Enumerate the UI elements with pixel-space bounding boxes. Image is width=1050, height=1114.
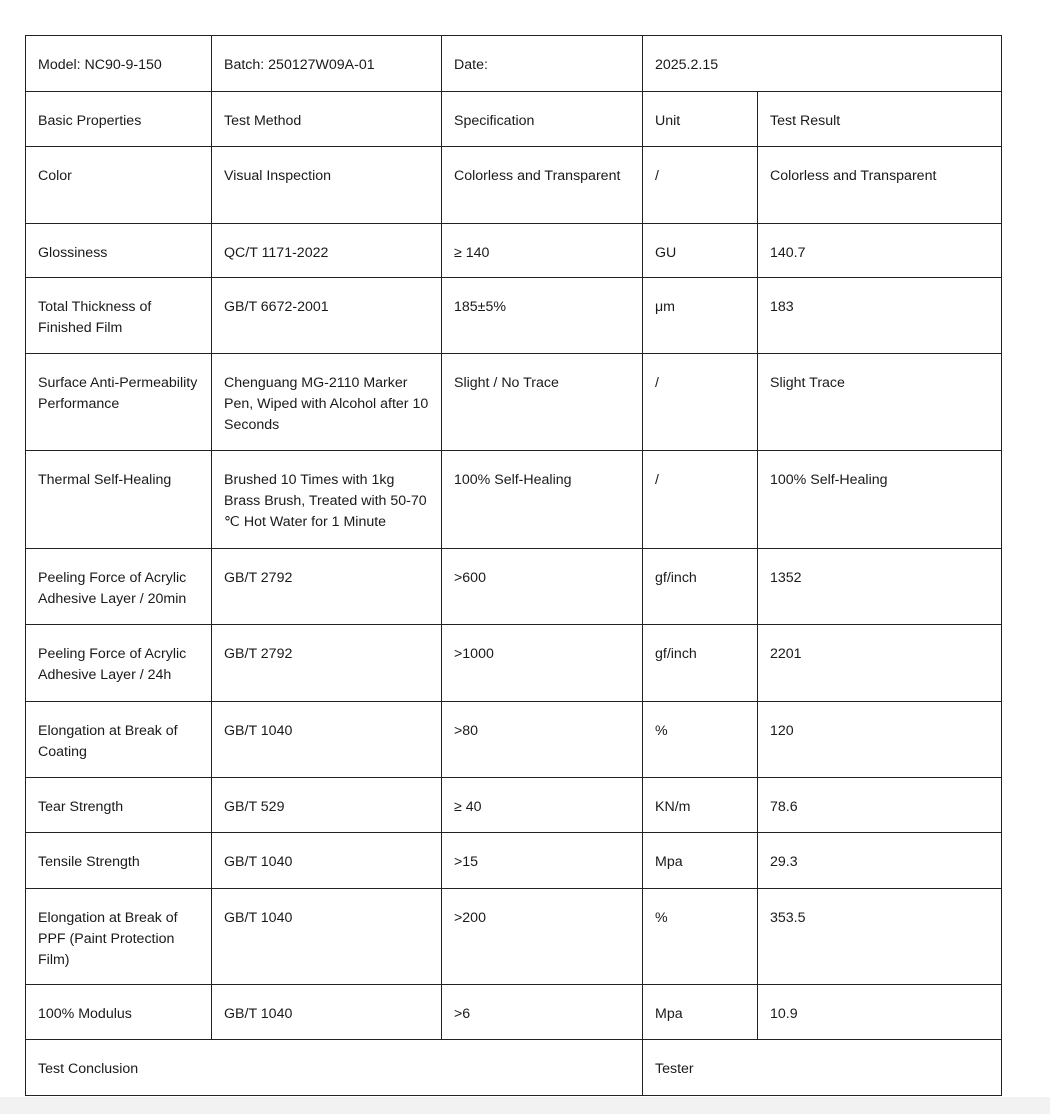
column-header-property: Basic Properties (26, 92, 212, 147)
test-report-sheet (25, 35, 1001, 1096)
method-cell: GB/T 1040 (212, 833, 442, 889)
specification-cell: >6 (442, 985, 643, 1040)
unit-cell: / (643, 147, 758, 224)
result-cell: 183 (758, 278, 1002, 354)
tester-cell: Tester (643, 1040, 1002, 1096)
specification-cell: 185±5% (442, 278, 643, 354)
specification-cell: >1000 (442, 625, 643, 702)
method-cell: QC/T 1171-2022 (212, 224, 442, 278)
result-cell: 10.9 (758, 985, 1002, 1040)
table-row (26, 224, 1002, 278)
method-cell: Chenguang MG-2110 Marker Pen, Wiped with Alcohol after 10 Seconds (212, 354, 442, 451)
property-cell: Total Thickness of Finished Film (26, 278, 212, 354)
unit-cell: GU (643, 224, 758, 278)
result-cell: 120 (758, 702, 1002, 778)
page-bottom-shade (0, 1097, 1050, 1114)
header-row (26, 36, 1002, 92)
method-cell: GB/T 6672-2001 (212, 278, 442, 354)
specification-cell: >600 (442, 549, 643, 625)
unit-cell: % (643, 702, 758, 778)
table-row (26, 985, 1002, 1040)
method-cell: GB/T 2792 (212, 549, 442, 625)
batch-cell: Batch: 250127W09A-01 (212, 36, 442, 92)
table-row (26, 625, 1002, 702)
report-body (26, 36, 1002, 1096)
specification-cell: >80 (442, 702, 643, 778)
specification-cell: >200 (442, 889, 643, 985)
property-cell: Glossiness (26, 224, 212, 278)
unit-cell: % (643, 889, 758, 985)
property-cell: 100% Modulus (26, 985, 212, 1040)
property-cell: Color (26, 147, 212, 224)
method-cell: Brushed 10 Times with 1kg Brass Brush, Treated with 50-70 ℃ Hot Water for 1 Minute (212, 451, 442, 549)
column-header-unit: Unit (643, 92, 758, 147)
property-cell: Thermal Self-Healing (26, 451, 212, 549)
result-cell: 1352 (758, 549, 1002, 625)
table-row (26, 702, 1002, 778)
property-cell: Tear Strength (26, 778, 212, 833)
method-cell: GB/T 2792 (212, 625, 442, 702)
property-cell: Peeling Force of Acrylic Adhesive Layer / 20min (26, 549, 212, 625)
specification-cell: ≥ 140 (442, 224, 643, 278)
result-cell: 78.6 (758, 778, 1002, 833)
unit-cell: Mpa (643, 985, 758, 1040)
result-cell: 140.7 (758, 224, 1002, 278)
specification-cell: ≥ 40 (442, 778, 643, 833)
specification-cell: >15 (442, 833, 643, 889)
table-row (26, 833, 1002, 889)
specification-cell: 100% Self-Healing (442, 451, 643, 549)
specification-cell: Slight / No Trace (442, 354, 643, 451)
property-cell: Elongation at Break of Coating (26, 702, 212, 778)
unit-cell: gf/inch (643, 625, 758, 702)
column-header-result: Test Result (758, 92, 1002, 147)
unit-cell: Mpa (643, 833, 758, 889)
property-cell: Elongation at Break of PPF (Paint Protection Film) (26, 889, 212, 985)
table-row (26, 354, 1002, 451)
test-conclusion-cell: Test Conclusion (26, 1040, 643, 1096)
date-label-cell: Date: (442, 36, 643, 92)
specification-cell: Colorless and Transparent (442, 147, 643, 224)
model-cell: Model: NC90-9-150 (26, 36, 212, 92)
method-cell: GB/T 1040 (212, 985, 442, 1040)
table-row (26, 778, 1002, 833)
date-value-cell: 2025.2.15 (643, 36, 1002, 92)
result-cell: 100% Self-Healing (758, 451, 1002, 549)
property-cell: Surface Anti-Permeability Performance (26, 354, 212, 451)
method-cell: GB/T 1040 (212, 889, 442, 985)
column-header-specification: Specification (442, 92, 643, 147)
result-cell: 2201 (758, 625, 1002, 702)
table-row (26, 278, 1002, 354)
unit-cell: gf/inch (643, 549, 758, 625)
property-cell: Peeling Force of Acrylic Adhesive Layer / 24h (26, 625, 212, 702)
unit-cell: / (643, 451, 758, 549)
test-report-table (25, 35, 1002, 1096)
conclusion-row (26, 1040, 1002, 1096)
table-row (26, 147, 1002, 224)
table-row (26, 549, 1002, 625)
column-header-method: Test Method (212, 92, 442, 147)
result-cell: 353.5 (758, 889, 1002, 985)
result-cell: Colorless and Transparent (758, 147, 1002, 224)
unit-cell: KN/m (643, 778, 758, 833)
unit-cell: μm (643, 278, 758, 354)
result-cell: Slight Trace (758, 354, 1002, 451)
column-header-row (26, 92, 1002, 147)
method-cell: Visual Inspection (212, 147, 442, 224)
property-cell: Tensile Strength (26, 833, 212, 889)
method-cell: GB/T 1040 (212, 702, 442, 778)
result-cell: 29.3 (758, 833, 1002, 889)
unit-cell: / (643, 354, 758, 451)
table-row (26, 889, 1002, 985)
table-row (26, 451, 1002, 549)
method-cell: GB/T 529 (212, 778, 442, 833)
